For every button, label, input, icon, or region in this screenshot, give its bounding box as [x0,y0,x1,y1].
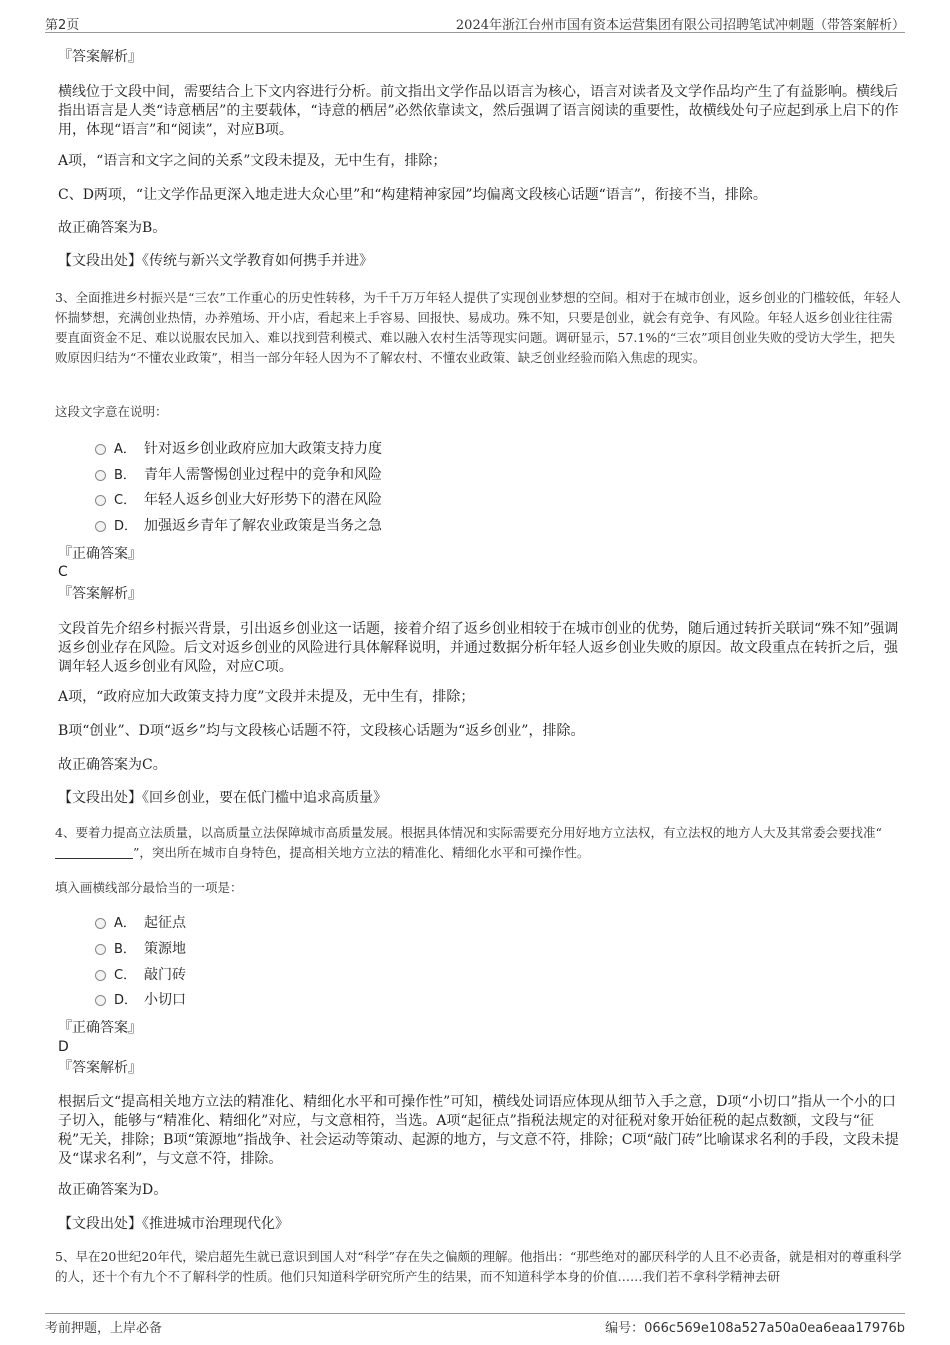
correct-answer: D [58,1039,69,1055]
radio-icon[interactable] [95,995,106,1006]
source-citation: 【文段出处】《传统与新兴文学教育如何携手并进》 [58,253,373,269]
analysis-paragraph: B项“创业”、D项“返乡”均与文段核心话题不符，文段核心话题为“返乡创业”，排除。 [58,723,585,739]
radio-icon[interactable] [95,470,106,481]
analysis-paragraph: A项，“政府应加大政策支持力度”文段并未提及，无中生有，排除； [58,689,475,705]
option-b[interactable]: B． 策源地 [95,939,186,960]
analysis-label: 『答案解析』 [58,586,142,602]
fill-blank [55,846,133,859]
question-prompt: 这段文字意在说明： [55,404,168,419]
correct-answer-label: 『正确答案』 [58,546,142,562]
analysis-paragraph: 故正确答案为D。 [58,1182,168,1198]
radio-icon[interactable] [95,444,106,455]
option-a[interactable]: A． 起征点 [95,913,186,934]
analysis-paragraph: A项，“语言和文字之间的关系”文段未提及，无中生有，排除； [58,153,447,169]
source-citation: 【文段出处】《回乡创业，要在低门槛中追求高质量》 [58,790,387,806]
option-a[interactable]: A． 针对返乡创业政府应加大政策支持力度 [95,439,382,460]
radio-icon[interactable] [95,918,106,929]
analysis-paragraph: 根据后文“提高相关地方立法的精准化、精细化水平和可操作性”可知，横线处词语应体现从细节入手之意，D项“小切口”指从一个小的口子切入，能够与“精准化、精细化”对应，与文意相符，当选。A项“起征点”指税法规定的对征税对象开始征税的起点数额，文段与“征税”无关，排除；B项“策源地”指战争、社会运动等策动、起源的地方，与文意不符，排除；C项“敲门砖”比喻谋求名利的手段，文段未提及“谋求名利”，与文意不符，排除。 [58,1094,899,1167]
correct-answer: C [58,564,68,580]
document-title: 2024年浙江台州市国有资本运营集团有限公司招聘笔试冲刺题（带答案解析） [455,18,905,33]
option-c[interactable]: C． 敲门砖 [95,965,186,986]
option-d[interactable]: D． 小切口 [95,990,186,1011]
page-footer [45,1313,905,1334]
question-text: 3、全面推进乡村振兴是“三农”工作重心的历史性转移，为千千万万年轻人提供了实现创业梦想的空间。相对于在城市创业，返乡创业的门槛较低，年轻人怀揣梦想，充满创业热情，办养殖场、开小店，看起来上手容易、回报快、易成功。殊不知，只要是创业，就会有竞争、有风险。年轻人返乡创业往往需要直面资金不足、难以说服农民加入、难以找到营利模式、难以融入农村生活等现实问题。调研显示，57.1%的“三农”项目创业失败的受访大学生，把失败原因归结为“不懂农业政策”，相当一部分年轻人因为不了解农村、不懂农业政策、缺乏创业经验而陷入焦虑的现实。 [55,290,901,365]
analysis-paragraph: C、D两项，“让文学作品更深入地走进大众心里”和“构建精神家园”均偏离文段核心话题“语言”，衔接不当，排除。 [58,187,767,203]
analysis-paragraph: 故正确答案为B。 [58,220,167,236]
question-text: 4、要着力提高立法质量，以高质量立法保障城市高质量发展。根据具体情况和实际需要充分用好地方立法权，有立法权的地方人大及其常委会要找准“”，突出所在城市自身特色，提高相关地方立法的精准化、精细化水平和可操作性。 [55,825,882,860]
analysis-paragraph: 故正确答案为C。 [58,757,167,773]
analysis-paragraph: 横线位于文段中间，需要结合上下文内容进行分析。前文指出文学作品以语言为核心，语言对读者及文学作品均产生了有益影响。横线后指出语言是人类“诗意栖居”的主要载体，“诗意的栖居”必然依靠读文，然后强调了语言阅读的重要性，故横线处句子应起到承上启下的作用，体现“语言”和“阅读”，对应B项。 [58,84,899,138]
analysis-label: 『答案解析』 [58,49,142,65]
option-d[interactable]: D． 加强返乡青年了解农业政策是当务之急 [95,516,382,537]
option-b[interactable]: B． 青年人需警惕创业过程中的竞争和风险 [95,465,382,486]
radio-icon[interactable] [95,521,106,532]
document-code: 编号：066c569e108a527a50a0ea6eaa17976b [605,1321,905,1336]
question-text: 5、早在20世纪20年代，梁启超先生就已意识到国人对“科学”存在失之偏颇的理解。他指出：“那些绝对的鄙厌科学的人且不必责备，就是相对的尊重科学的人，还十个有九个不了解科学的性质。他们只知道科学研究所产生的结果，而不知道科学本身的价值……我们若不拿科学精神去研 [55,1249,902,1284]
radio-icon[interactable] [95,944,106,955]
source-citation: 【文段出处】《推进城市治理现代化》 [58,1216,289,1232]
correct-answer-label: 『正确答案』 [58,1020,142,1036]
radio-icon[interactable] [95,970,106,981]
analysis-label: 『答案解析』 [58,1060,142,1076]
question-prompt: 填入画横线部分最恰当的一项是： [55,880,243,895]
page-header [45,12,905,33]
footer-slogan: 考前押题，上岸必备 [45,1321,163,1336]
analysis-paragraph: 文段首先介绍乡村振兴背景，引出返乡创业这一话题，接着介绍了返乡创业相较于在城市创业的优势，随后通过转折关联词“殊不知”强调返乡创业存在风险。后文对返乡创业的风险进行具体解释说明，并通过数据分析年轻人返乡创业失败的原因。故文段重点在转折之后，强调年轻人返乡创业有风险，对应C项。 [58,621,899,675]
radio-icon[interactable] [95,495,106,506]
page-number: 第2页 [45,18,80,33]
option-c[interactable]: C． 年轻人返乡创业大好形势下的潜在风险 [95,490,382,511]
